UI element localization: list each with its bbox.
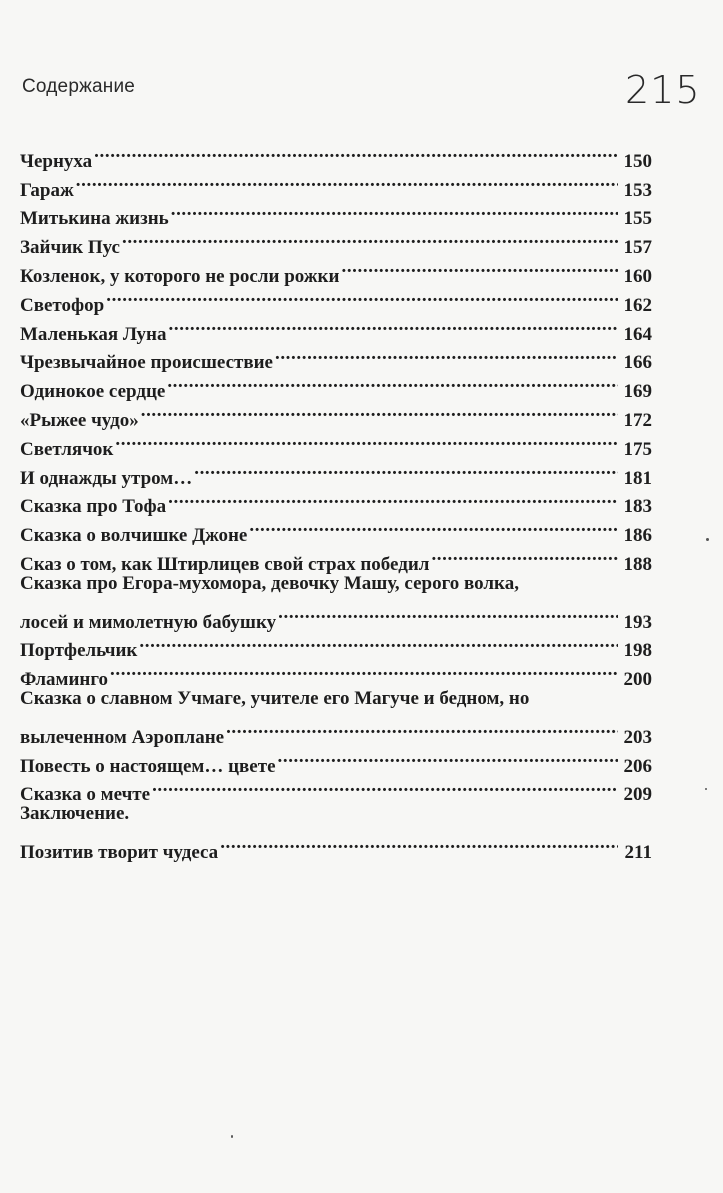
dot-leader xyxy=(168,484,618,513)
toc-entry-page: 186 xyxy=(623,525,652,547)
toc-entry-title: Фламинго xyxy=(20,669,109,691)
toc-entry-line xyxy=(20,570,652,599)
dot-leader xyxy=(152,772,618,801)
toc-entry-page: 203 xyxy=(623,726,652,748)
toc-entry-page: 153 xyxy=(623,179,652,201)
toc-entry-page: 175 xyxy=(623,438,652,460)
toc-entry-page: 162 xyxy=(623,294,652,316)
dot-leader xyxy=(278,599,618,628)
toc-entry-page: 193 xyxy=(623,611,652,633)
toc-entry-line xyxy=(20,455,652,489)
toc-entry-page: 155 xyxy=(623,208,652,230)
toc-entry-line xyxy=(20,829,652,863)
toc-entry-title: Зайчик Пус xyxy=(20,237,120,259)
dot-leader xyxy=(110,656,618,685)
dot-leader xyxy=(249,512,618,541)
dot-leader xyxy=(194,455,618,484)
toc-entry-title: Одинокое сердце xyxy=(20,381,166,403)
running-header-title: Содержание xyxy=(22,76,136,97)
toc-entry-page: 209 xyxy=(623,784,652,806)
toc-entry-line xyxy=(20,714,652,748)
toc-entry-line xyxy=(20,167,652,201)
dot-leader xyxy=(278,743,619,772)
print-speck xyxy=(706,538,709,541)
toc-entry-title: Портфельчик xyxy=(20,640,138,662)
toc-entry-title: Светофор xyxy=(20,294,105,316)
dot-leader xyxy=(141,397,618,426)
toc-entry-page: 211 xyxy=(624,841,652,863)
toc-entry xyxy=(20,426,652,460)
toc-entry-page: 169 xyxy=(623,381,652,403)
toc-entry xyxy=(20,196,652,230)
toc-entry-title: вылеченном Аэроплане xyxy=(20,726,225,748)
dot-leader xyxy=(226,714,618,743)
page-number: 215 xyxy=(625,68,701,112)
toc-entry-page: 181 xyxy=(623,467,652,489)
toc-entry xyxy=(20,570,652,633)
toc-entry-line xyxy=(20,656,652,691)
toc-entry-title: Сказка о волчишке Джоне xyxy=(20,525,248,547)
dot-leader xyxy=(76,167,618,196)
toc-entry xyxy=(20,311,652,345)
dot-leader xyxy=(115,426,618,455)
toc-entry xyxy=(20,800,652,863)
toc-entry-line xyxy=(20,282,652,316)
dot-leader xyxy=(106,282,618,311)
print-speck xyxy=(231,1135,233,1138)
toc-entry xyxy=(20,282,652,316)
toc-entry-title: Козленок, у которого не росли рожки xyxy=(20,265,340,287)
toc-entry-title: Митькина жизнь xyxy=(20,208,169,230)
toc-entry xyxy=(20,656,652,691)
toc-entry-title: Сказка про Тофа xyxy=(20,496,167,518)
toc-entry-line xyxy=(20,685,652,714)
toc-entry-page: 160 xyxy=(623,265,652,287)
toc-entry-title: Светлячок xyxy=(20,438,114,460)
toc-entry xyxy=(20,167,652,201)
toc-entry-line xyxy=(20,800,652,829)
toc-entry-title: Маленькая Луна xyxy=(20,323,167,345)
dot-leader xyxy=(94,138,618,167)
toc-entry-page: 166 xyxy=(623,352,652,374)
toc-entry-title: Чрезвычайное происшествие xyxy=(20,352,273,374)
toc-entry-line xyxy=(20,311,652,345)
toc-entry xyxy=(20,138,652,172)
toc-entry-page: 164 xyxy=(623,323,652,345)
toc-entry-line xyxy=(20,599,652,633)
toc-entry-title: Заключение. xyxy=(20,803,130,825)
dot-leader xyxy=(275,340,618,369)
toc-entry xyxy=(20,455,652,489)
toc-entry-page: 183 xyxy=(623,496,652,518)
toc-entry-title: Сказка о мечте xyxy=(20,784,151,806)
toc-entry-title: Чернуха xyxy=(20,150,93,172)
toc-entry-page: 188 xyxy=(623,553,652,575)
toc-entry-page: 198 xyxy=(623,640,652,662)
toc-entry-line xyxy=(20,138,652,172)
dot-leader xyxy=(169,311,618,340)
toc-entry-title: Сказка про Егора-мухомора, девочку Машу, серого волка, xyxy=(20,572,519,594)
dot-leader xyxy=(431,541,618,570)
dot-leader xyxy=(220,829,618,858)
toc-entry-page: 150 xyxy=(623,150,652,172)
dot-leader xyxy=(167,368,618,397)
toc-entry xyxy=(20,685,652,748)
dot-leader xyxy=(122,224,618,253)
toc-entry-title: Сказ о том, как Штирлицев свой страх победил xyxy=(20,553,430,575)
toc-entry-title: И однажды утром… xyxy=(20,467,193,489)
toc-entry-page: 172 xyxy=(623,409,652,431)
toc-entry-title: Сказка о славном Учмаге, учителе его Магуче и бедном, но xyxy=(20,688,530,710)
toc-entry-title: «Рыжее чудо» xyxy=(20,409,139,431)
toc-entry-page: 206 xyxy=(623,755,652,777)
toc-entry-line xyxy=(20,196,652,230)
toc-entry-page: 200 xyxy=(623,669,652,691)
toc-entry-title: Позитив творит чудеса xyxy=(20,841,219,863)
toc-entry-title: Повесть о настоящем… цвете xyxy=(20,755,276,777)
toc-entry-page: 157 xyxy=(623,237,652,259)
toc-entry-line xyxy=(20,426,652,460)
dot-leader xyxy=(139,628,618,657)
toc-entry-title: лосей и мимолетную бабушку xyxy=(20,611,277,633)
toc-entry-title: Гараж xyxy=(20,179,74,201)
dot-leader xyxy=(341,253,618,282)
table-of-contents xyxy=(20,138,652,863)
print-speck xyxy=(705,788,707,790)
dot-leader xyxy=(171,196,618,225)
